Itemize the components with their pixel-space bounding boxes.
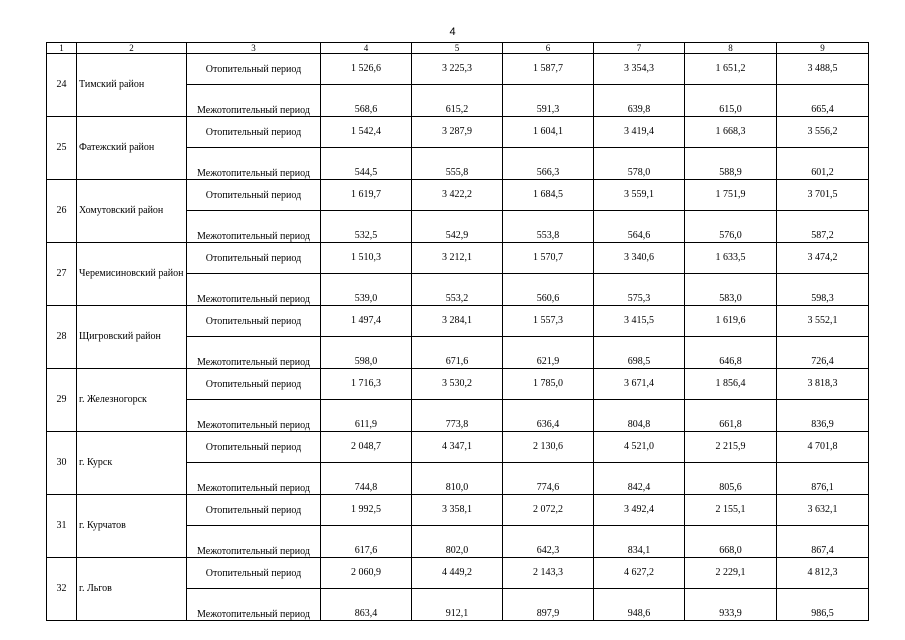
period-label-heating: Отопительный период (187, 117, 321, 148)
value-cell: 2 072,2 (503, 495, 594, 526)
period-label-heating: Отопительный период (187, 54, 321, 85)
district-name: г. Железногорск (77, 369, 187, 432)
value-cell: 3 358,1 (412, 495, 503, 526)
value-cell: 615,2 (412, 85, 503, 117)
value-cell: 836,9 (777, 400, 869, 432)
value-cell: 804,8 (594, 400, 685, 432)
period-label-interheating: Межотопительный период (187, 589, 321, 621)
value-cell: 3 671,4 (594, 369, 685, 400)
period-label-heating: Отопительный период (187, 369, 321, 400)
row-number: 31 (47, 495, 77, 558)
value-cell: 3 632,1 (777, 495, 869, 526)
value-cell: 698,5 (594, 337, 685, 369)
value-cell: 3 354,3 (594, 54, 685, 85)
value-cell: 564,6 (594, 211, 685, 243)
row-number: 25 (47, 117, 77, 180)
district-name: Хомутовский район (77, 180, 187, 243)
value-cell: 615,0 (685, 85, 777, 117)
value-cell: 3 422,2 (412, 180, 503, 211)
table-row (47, 180, 869, 211)
value-cell: 2 130,6 (503, 432, 594, 463)
period-label-heating: Отопительный период (187, 180, 321, 211)
value-cell: 665,4 (777, 85, 869, 117)
period-label-heating: Отопительный период (187, 558, 321, 589)
row-number: 26 (47, 180, 77, 243)
period-label-interheating: Межотопительный период (187, 400, 321, 432)
value-cell: 1 856,4 (685, 369, 777, 400)
column-header-2: 2 (77, 43, 187, 54)
column-header-7: 7 (594, 43, 685, 54)
district-name: Щигровский район (77, 306, 187, 369)
value-cell: 566,3 (503, 148, 594, 180)
value-cell: 933,9 (685, 589, 777, 621)
value-cell: 897,9 (503, 589, 594, 621)
value-cell: 1 619,6 (685, 306, 777, 337)
value-cell: 542,9 (412, 211, 503, 243)
value-cell: 671,6 (412, 337, 503, 369)
column-header-1: 1 (47, 43, 77, 54)
value-cell: 2 215,9 (685, 432, 777, 463)
table-header (47, 43, 869, 54)
value-cell: 576,0 (685, 211, 777, 243)
value-cell: 588,9 (685, 148, 777, 180)
period-label-interheating: Межотопительный период (187, 148, 321, 180)
value-cell: 646,8 (685, 337, 777, 369)
value-cell: 661,8 (685, 400, 777, 432)
table-row (47, 558, 869, 589)
row-number: 24 (47, 54, 77, 117)
value-cell: 553,8 (503, 211, 594, 243)
value-cell: 642,3 (503, 526, 594, 558)
value-cell: 555,8 (412, 148, 503, 180)
value-cell: 3 474,2 (777, 243, 869, 274)
value-cell: 3 492,4 (594, 495, 685, 526)
value-cell: 3 340,6 (594, 243, 685, 274)
value-cell: 4 812,3 (777, 558, 869, 589)
table-row (47, 117, 869, 148)
value-cell: 598,3 (777, 274, 869, 306)
column-header-9: 9 (777, 43, 869, 54)
value-cell: 3 225,3 (412, 54, 503, 85)
value-cell: 621,9 (503, 337, 594, 369)
value-cell: 948,6 (594, 589, 685, 621)
value-cell: 773,8 (412, 400, 503, 432)
period-label-heating: Отопительный период (187, 306, 321, 337)
period-label-interheating: Межотопительный период (187, 274, 321, 306)
row-number: 29 (47, 369, 77, 432)
value-cell: 2 048,7 (321, 432, 412, 463)
value-cell: 3 419,4 (594, 117, 685, 148)
value-cell: 553,2 (412, 274, 503, 306)
value-cell: 802,0 (412, 526, 503, 558)
value-cell: 1 557,3 (503, 306, 594, 337)
value-cell: 639,8 (594, 85, 685, 117)
period-label-interheating: Межотопительный период (187, 337, 321, 369)
period-label-interheating: Межотопительный период (187, 463, 321, 495)
value-cell: 2 060,9 (321, 558, 412, 589)
value-cell: 601,2 (777, 148, 869, 180)
value-cell: 2 143,3 (503, 558, 594, 589)
value-cell: 1 668,3 (685, 117, 777, 148)
value-cell: 1 604,1 (503, 117, 594, 148)
value-cell: 863,4 (321, 589, 412, 621)
value-cell: 1 651,2 (685, 54, 777, 85)
period-label-heating: Отопительный период (187, 432, 321, 463)
value-cell: 1 684,5 (503, 180, 594, 211)
period-label-interheating: Межотопительный период (187, 85, 321, 117)
value-cell: 1 751,9 (685, 180, 777, 211)
value-cell: 3 415,5 (594, 306, 685, 337)
value-cell: 842,4 (594, 463, 685, 495)
row-number: 32 (47, 558, 77, 621)
column-header-6: 6 (503, 43, 594, 54)
table-row (47, 369, 869, 400)
district-name: г. Курск (77, 432, 187, 495)
period-label-heating: Отопительный период (187, 243, 321, 274)
value-cell: 3 488,5 (777, 54, 869, 85)
value-cell: 805,6 (685, 463, 777, 495)
value-cell: 834,1 (594, 526, 685, 558)
value-cell: 3 530,2 (412, 369, 503, 400)
value-cell: 4 449,2 (412, 558, 503, 589)
value-cell: 1 587,7 (503, 54, 594, 85)
value-cell: 1 619,7 (321, 180, 412, 211)
value-cell: 4 627,2 (594, 558, 685, 589)
header-row (47, 43, 869, 54)
value-cell: 1 992,5 (321, 495, 412, 526)
value-cell: 636,4 (503, 400, 594, 432)
column-header-3: 3 (187, 43, 321, 54)
district-name: г. Льгов (77, 558, 187, 621)
value-cell: 3 556,2 (777, 117, 869, 148)
value-cell: 3 212,1 (412, 243, 503, 274)
value-cell: 912,1 (412, 589, 503, 621)
table-body (47, 54, 869, 621)
value-cell: 986,5 (777, 589, 869, 621)
value-cell: 539,0 (321, 274, 412, 306)
table-row (47, 54, 869, 85)
value-cell: 598,0 (321, 337, 412, 369)
value-cell: 867,4 (777, 526, 869, 558)
value-cell: 4 521,0 (594, 432, 685, 463)
row-number: 30 (47, 432, 77, 495)
value-cell: 2 229,1 (685, 558, 777, 589)
table-row (47, 432, 869, 463)
value-cell: 4 347,1 (412, 432, 503, 463)
value-cell: 1 633,5 (685, 243, 777, 274)
tariff-table (46, 42, 869, 621)
value-cell: 1 510,3 (321, 243, 412, 274)
column-header-8: 8 (685, 43, 777, 54)
value-cell: 611,9 (321, 400, 412, 432)
row-number: 27 (47, 243, 77, 306)
value-cell: 575,3 (594, 274, 685, 306)
district-name: Черемисиновский район (77, 243, 187, 306)
period-label-heating: Отопительный период (187, 495, 321, 526)
value-cell: 726,4 (777, 337, 869, 369)
value-cell: 532,5 (321, 211, 412, 243)
district-name: г. Курчатов (77, 495, 187, 558)
value-cell: 876,1 (777, 463, 869, 495)
value-cell: 591,3 (503, 85, 594, 117)
value-cell: 668,0 (685, 526, 777, 558)
column-header-5: 5 (412, 43, 503, 54)
value-cell: 3 701,5 (777, 180, 869, 211)
table-row (47, 495, 869, 526)
value-cell: 4 701,8 (777, 432, 869, 463)
value-cell: 1 497,4 (321, 306, 412, 337)
value-cell: 3 818,3 (777, 369, 869, 400)
value-cell: 1 785,0 (503, 369, 594, 400)
value-cell: 1 542,4 (321, 117, 412, 148)
value-cell: 617,6 (321, 526, 412, 558)
value-cell: 544,5 (321, 148, 412, 180)
row-number: 28 (47, 306, 77, 369)
value-cell: 774,6 (503, 463, 594, 495)
column-header-4: 4 (321, 43, 412, 54)
value-cell: 578,0 (594, 148, 685, 180)
value-cell: 2 155,1 (685, 495, 777, 526)
value-cell: 3 287,9 (412, 117, 503, 148)
table-row (47, 243, 869, 274)
page-number: 4 (449, 26, 456, 38)
value-cell: 810,0 (412, 463, 503, 495)
value-cell: 3 559,1 (594, 180, 685, 211)
value-cell: 1 716,3 (321, 369, 412, 400)
value-cell: 1 570,7 (503, 243, 594, 274)
district-name: Тимский район (77, 54, 187, 117)
period-label-interheating: Межотопительный период (187, 526, 321, 558)
value-cell: 583,0 (685, 274, 777, 306)
value-cell: 1 526,6 (321, 54, 412, 85)
value-cell: 3 284,1 (412, 306, 503, 337)
district-name: Фатежский район (77, 117, 187, 180)
value-cell: 568,6 (321, 85, 412, 117)
value-cell: 560,6 (503, 274, 594, 306)
value-cell: 3 552,1 (777, 306, 869, 337)
value-cell: 744,8 (321, 463, 412, 495)
period-label-interheating: Межотопительный период (187, 211, 321, 243)
table-row (47, 306, 869, 337)
value-cell: 587,2 (777, 211, 869, 243)
